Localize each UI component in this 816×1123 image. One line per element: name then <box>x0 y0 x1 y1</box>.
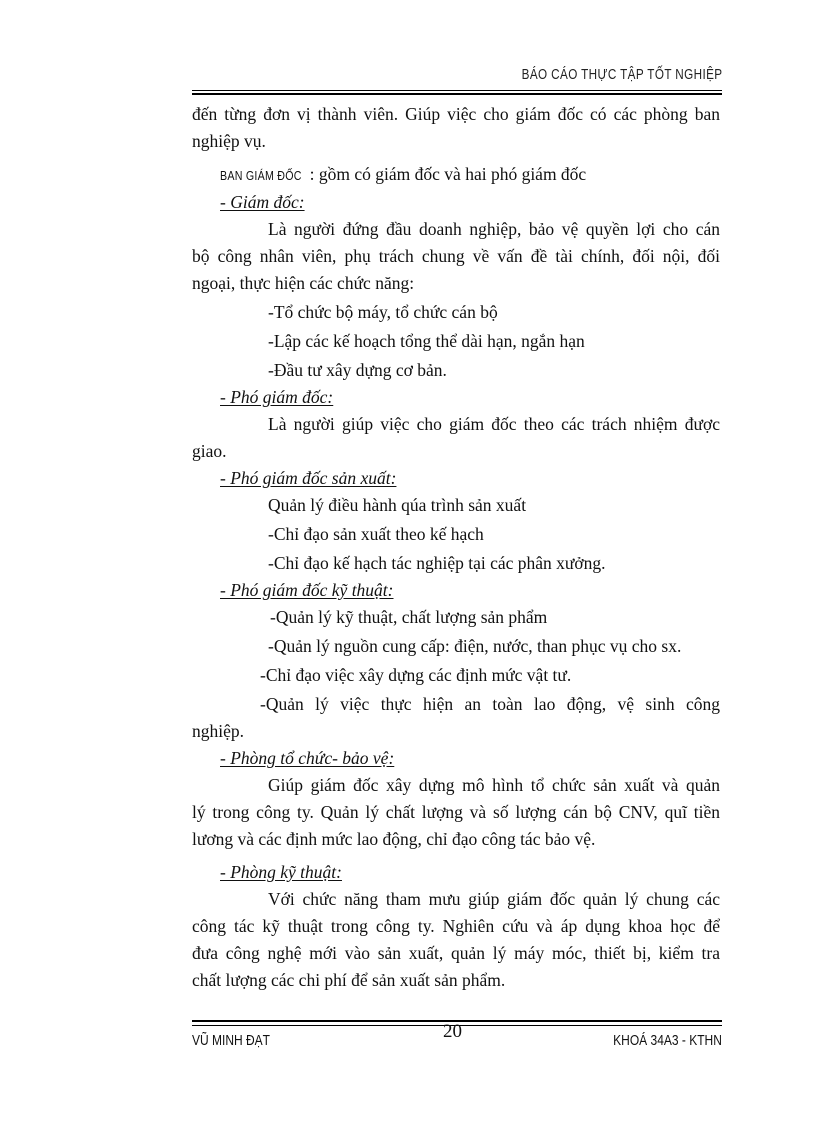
list-item: -Chỉ đạo sản xuất theo kế hạch <box>268 524 484 544</box>
list-item: -Chỉ đạo việc xây dựng các định mức vật tư. <box>260 665 572 685</box>
paragraph-line: Là người đứng đầu doanh nghiệp, bảo vệ quyền lợi cho cán <box>268 219 720 239</box>
list-item: -Quản lý việc thực hiện an toàn lao động, vệ sinh công <box>260 694 720 714</box>
paragraph-line: đến từng đơn vị thành viên. Giúp việc cho giám đốc có các phòng ban <box>192 104 720 124</box>
section-heading: - Phòng kỹ thuật: <box>220 862 342 882</box>
list-item: -Đầu tư xây dựng cơ bản. <box>268 360 447 380</box>
paragraph-line: Là người giúp việc cho giám đốc theo các trách nhiệm được <box>268 414 720 434</box>
paragraph-line: lý trong công ty. Quản lý chất lượng và số lượng cán bộ CNV, quĩ tiền <box>192 802 720 822</box>
footer-course: KHOÁ 34A3 - KTHN <box>613 1032 722 1049</box>
list-item: Quản lý điều hành qúa trình sản xuất <box>268 495 527 515</box>
paragraph-line: Giúp giám đốc xây dựng mô hình tổ chức sản xuất và quản <box>268 775 720 795</box>
list-item: -Chỉ đạo kế hạch tác nghiệp tại các phân xưởng. <box>268 553 606 573</box>
list-item: -Quản lý nguồn cung cấp: điện, nước, than phục vụ cho sx. <box>268 636 682 656</box>
page-number: 20 <box>443 1021 462 1042</box>
list-item: -Quản lý kỹ thuật, chất lượng sản phẩm <box>270 607 548 627</box>
paragraph-line: lương và các định mức lao động, chỉ đạo công tác bảo vệ. <box>192 829 596 849</box>
body-text <box>192 101 720 994</box>
paragraph-line: giao. <box>192 441 227 461</box>
header-rule-thick <box>192 93 722 95</box>
header-title: BÁO CÁO THỰC TẬP TỐT NGHIỆP <box>521 66 722 83</box>
board-text: : gồm có giám đốc và hai phó giám đốc <box>309 164 587 184</box>
section-heading: - Giám đốc: <box>220 192 305 212</box>
paragraph-line: công tác kỹ thuật trong công ty. Nghiên cứu và áp dụng khoa học để <box>192 916 720 936</box>
header-rule-thin <box>192 90 722 91</box>
board-label: BAN GIÁM ĐỐC <box>220 168 302 183</box>
list-item: -Tổ chức bộ máy, tổ chức cán bộ <box>268 302 498 322</box>
board-intro <box>192 161 720 189</box>
paragraph-line: nghiệp vụ. <box>192 131 266 151</box>
list-item: -Lập các kế hoạch tổng thể dài hạn, ngắn hạn <box>268 331 585 351</box>
paragraph-line: ngoại, thực hiện các chức năng: <box>192 273 415 293</box>
paragraph-line: Với chức năng tham mưu giúp giám đốc quản lý chung các <box>268 889 720 909</box>
paragraph-line: đưa công nghệ mới vào sản xuất, quản lý máy móc, thiết bị, kiểm tra <box>192 943 720 963</box>
paragraph-line: chất lượng các chi phí để sản xuất sản phẩm. <box>192 970 506 990</box>
footer-author: VŨ MINH ĐẠT <box>192 1032 270 1049</box>
section-heading: - Phó giám đốc sản xuất: <box>220 468 397 488</box>
section-heading: - Phó giám đốc: <box>220 387 334 407</box>
paragraph-line: nghiệp. <box>192 721 245 741</box>
section-heading: - Phòng tổ chức- bảo vệ: <box>220 748 395 768</box>
paragraph-line: bộ công nhân viên, phụ trách chung về vấn đề tài chính, đối nội, đối <box>192 246 720 266</box>
section-heading: - Phó giám đốc kỹ thuật: <box>220 580 394 600</box>
